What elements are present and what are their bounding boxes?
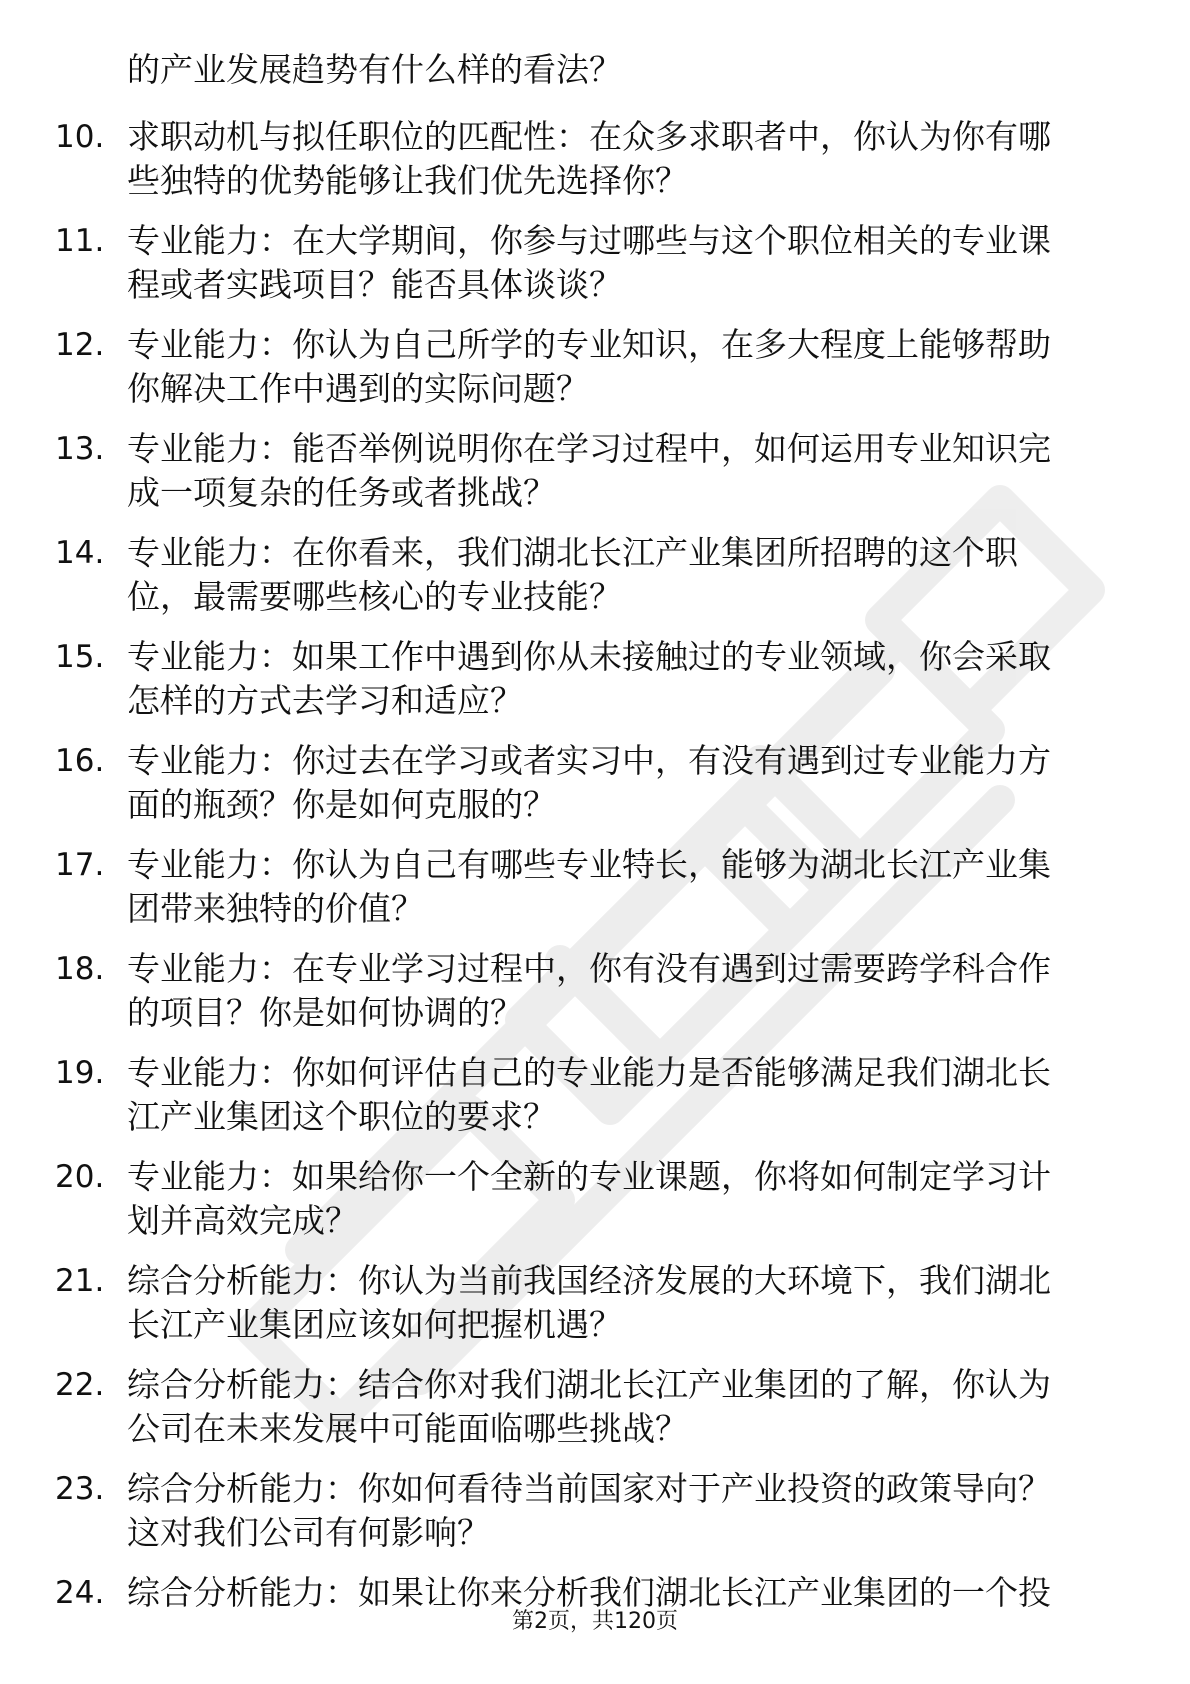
item-number: 15.: [55, 639, 105, 675]
item-number: 17.: [55, 847, 105, 883]
question-list: [0, 115, 1190, 1675]
item-text-line: 综合分析能力：结合你对我们湖北长江产业集团的了解，你认为: [127, 1365, 1051, 1404]
item-text-line: 你解决工作中遇到的实际问题？: [127, 369, 589, 408]
list-item: [0, 323, 1190, 427]
item-text-line: 专业能力：如果给你一个全新的专业课题，你将如何制定学习计: [127, 1157, 1051, 1196]
item-text-line: 的项目？你是如何协调的？: [127, 993, 523, 1032]
list-item: [0, 219, 1190, 323]
list-item: [0, 1363, 1190, 1467]
item-text: [127, 635, 1127, 723]
item-text-line: 专业能力：在你看来，我们湖北长江产业集团所招聘的这个职: [127, 533, 1018, 572]
item-number: 11.: [55, 223, 105, 259]
item-text: [127, 1051, 1127, 1139]
page-footer: 第2页，共120页: [512, 1609, 678, 1634]
item-text-line: 专业能力：你认为自己有哪些专业特长，能够为湖北长江产业集: [127, 845, 1051, 884]
item-text-line: 长江产业集团应该如何把握机遇？: [127, 1305, 622, 1344]
item-text-line: 专业能力：在大学期间，你参与过哪些与这个职位相关的专业课: [127, 221, 1051, 260]
item-text: [127, 1259, 1127, 1347]
item-text: [127, 323, 1127, 411]
item-text-line: 划并高效完成？: [127, 1201, 358, 1240]
list-item: [0, 1155, 1190, 1259]
item-number: 12.: [55, 327, 105, 363]
item-text-line: 专业能力：能否举例说明你在学习过程中，如何运用专业知识完: [127, 429, 1051, 468]
item-text: [127, 739, 1127, 827]
item-number: 22.: [55, 1367, 105, 1403]
item-text: [127, 115, 1127, 203]
item-text-line: 求职动机与拟任职位的匹配性：在众多求职者中，你认为你有哪: [127, 117, 1051, 156]
continuation-line: 的产业发展趋势有什么样的看法？: [127, 50, 622, 89]
list-item: [0, 635, 1190, 739]
item-text: [127, 947, 1127, 1035]
item-text: [127, 427, 1127, 515]
item-number: 14.: [55, 535, 105, 571]
item-text-line: 江产业集团这个职位的要求？: [127, 1097, 556, 1136]
item-text-line: 团带来独特的价值？: [127, 889, 424, 928]
item-number: 21.: [55, 1263, 105, 1299]
list-item: [0, 1259, 1190, 1363]
item-text-line: 怎样的方式去学习和适应？: [127, 681, 523, 720]
item-text-line: 公司在未来发展中可能面临哪些挑战？: [127, 1409, 688, 1448]
item-text-line: 综合分析能力：如果让你来分析我们湖北长江产业集团的一个投: [127, 1573, 1051, 1612]
item-number: 13.: [55, 431, 105, 467]
item-text: [127, 219, 1127, 307]
item-text: [127, 1155, 1127, 1243]
item-text: [127, 1363, 1127, 1451]
item-text-line: 专业能力：你如何评估自己的专业能力是否能够满足我们湖北长: [127, 1053, 1051, 1092]
item-number: 23.: [55, 1471, 105, 1507]
list-item: [0, 115, 1190, 219]
item-text: [127, 531, 1127, 619]
list-item: [0, 531, 1190, 635]
item-text-line: 专业能力：在专业学习过程中，你有没有遇到过需要跨学科合作: [127, 949, 1051, 988]
item-text: [127, 1467, 1127, 1555]
item-text-line: 成一项复杂的任务或者挑战？: [127, 473, 556, 512]
item-text-line: 这对我们公司有何影响？: [127, 1513, 490, 1552]
item-text-line: 专业能力：你过去在学习或者实习中，有没有遇到过专业能力方: [127, 741, 1051, 780]
list-item: [0, 1467, 1190, 1571]
item-number: 19.: [55, 1055, 105, 1091]
list-item: [0, 739, 1190, 843]
item-text-line: 位，最需要哪些核心的专业技能？: [127, 577, 622, 616]
item-text-line: 程或者实践项目？能否具体谈谈？: [127, 265, 622, 304]
list-item: [0, 843, 1190, 947]
item-number: 24.: [55, 1575, 105, 1611]
list-item: [0, 947, 1190, 1051]
item-number: 20.: [55, 1159, 105, 1195]
item-number: 18.: [55, 951, 105, 987]
item-text-line: 面的瓶颈？你是如何克服的？: [127, 785, 556, 824]
item-text-line: 专业能力：如果工作中遇到你从未接触过的专业领域，你会采取: [127, 637, 1051, 676]
list-item: [0, 427, 1190, 531]
list-item: [0, 1051, 1190, 1155]
item-text: [127, 843, 1127, 931]
item-text-line: 综合分析能力：你如何看待当前国家对于产业投资的政策导向？: [127, 1469, 1051, 1508]
item-text-line: 些独特的优势能够让我们优先选择你？: [127, 161, 688, 200]
item-text-line: 综合分析能力：你认为当前我国经济发展的大环境下，我们湖北: [127, 1261, 1051, 1300]
item-text-line: 专业能力：你认为自己所学的专业知识，在多大程度上能够帮助: [127, 325, 1051, 364]
item-number: 16.: [55, 743, 105, 779]
item-number: 10.: [55, 119, 105, 155]
